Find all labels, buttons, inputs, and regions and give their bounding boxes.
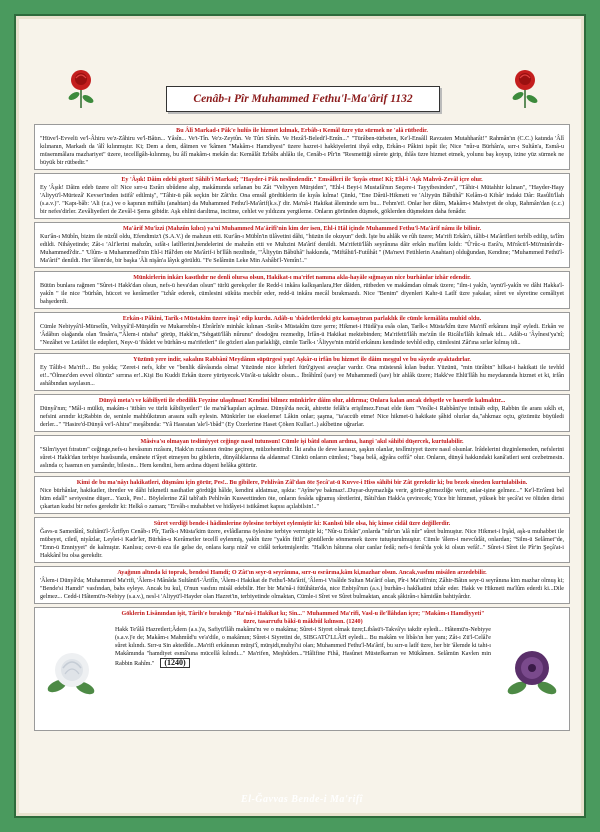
text-section (34, 476, 570, 514)
red-rose-icon (508, 68, 542, 108)
text-section (34, 353, 570, 391)
section-body: 'Âlem-i Dünyâ'da; Muhammed Ma'rifi, 'Âlem-i Mânâda Sultânü'l-'Ârifîn, 'Âlem-i Hakikat de Fethu'l-Ma'ârif, 'Âlem-i Visâlde Sultan Ma'ârif olan, Pîr-i Ma'rifi'nin; Zâhir-Bâtın seyr-ü seyrânına kim mazhar olmuş ki; "Bende'si Hamdi" vasfından, bahs eyleye. Ancak bu kul, O'nun vasfını misâl edebilir. Her bir Ma'nâ-i fütûhâtın'da, nice Enbiyâ'nın (a.s.) burhân-ı hakîkatini izhâr eder. Hakk ve Hikmeti ma'lûm ederdi ki...Dile gelmez... Cedd-i Hâtemü'n-Nebiyy (s.a.v.), nesl-i 'Aliyyü'l-Hayder olan Hazret'in, terbiyetinde olmaktan, Cümle-i Sîret ve Sûret bulmaktan, ancak şâkirân-ı hâmidân bahtiyârdır. (40, 578, 564, 600)
section-body: Nice bürhânlar, hakikatler, ibretler ve dâhi hikmetli nasihatler gördüğü hâlde, kendini aldatmaz, ışıkta: "Ayîne'ye bakmaz!..Duyar-duymazlığa verir, görür-görmezliğe verir, anlar-işine gelmez..." Ke'l-En'âmü bel hüm edall" seviyesine düşer... Yazık, Pes!.. Böylelerine Zâl tabî'ath Pehlivân Kuswettinden öte, onların fesâda uğramış sîretlerini, Bâtıl'dan Hakk'a çevirecek; Yüce bir himmet, yüksek bir şecâ'at ve ölüden dirisi çıkartan kudsi bir nefes gerekdir ki: Helkâ o zaman; "Ervâh-ı muhabbet ve hidâyet-i istikâmet kapısı açılabilsin!.." (40, 488, 564, 510)
section-body: Kur'ân-ı Mübîn, bizim ile nüzûl oldu, Efendimiz'i (S.A.V.) de mahzun etti. Kur'ân-ı Mübîn'in tilâvetini dâhi, "hüzün ile okuyun" dedi. İşte bu ahlâk ve rûh üzere; Ma'rifi Erkân'ı, tâlib-i Ma'ârifleri terbîb edilip, ta'lîm edildi. Nihâyetinde; Zât-ı 'Ali'lerini mahzûn, sıfât-ı latîflerini,bendelerini de mahzûn etti ve Muhzini Ma'ârif denildi. Ma'rifetü'llâh seyrânına dâir erkân ma'lûm kıldı: "Û'rûc-u Esrâ'u, Mi'râcü'l-Mü'minîn'dir-Muhammedî'dir.." 'Ulûm- u Muhammedî'nin Ehl-i Hâl'den ote Ma'ârif-i bi'llâh nezdinde, "'Âliyyün Bâbühâ" hakkında, "Miftâhü'l-Futûhât " (Ma'nevi Fetihlerin Anahtarı) olduğundan, Kendine; "Muhammed Fethü'l- Ma'ârif" denildi. Her 'âlem'de, bir başka 'Âli nişân'a lâyık görüldü. "Fe Selâmün Leke Min Ashâbi'l-Yemîn!.." (40, 234, 564, 264)
section-heading: Ey 'Âşık! Dâim edebi gözet! Sâhib'i Markad; "Hayder-i Pâk neslindendir." Emsâlleri ile 'kıyâs etme! Ki; Ehl-i 'Aşk Mahvû-Zevâl içre olur. (121, 177, 483, 183)
page-title: Cenâb-ı Pîr Muhammed Fethu'l-Ma'ârif 1132 (166, 86, 440, 112)
section-heading: Münkirlerin inkârı kasıtlıdır ne denli olursa olsun, Hakikat-ı ma'rifet namına akla-hayâle sığmayan nice burhânlar izhâr edendir. (133, 275, 471, 281)
document-frame (14, 14, 586, 818)
text-section (34, 124, 570, 170)
section-body: Dünyâ'nın; "Mâl-ı mülkü, makâm-ı 'itibârı ve türlü kâbiliyetleri" ile ma'nâ'kapıları açılmaz. Dünyâ'da necât, ahirette felâh'a erişilmez.Fırsat elde iken "Vesîle-i Rabbâni'ye intisâb edip, Rabbin ile aranı sıkîh et, nefsini arındır ki;Rabbin de, seninle mahbûkıtının arasını sulh eylesin. Münkirler ise ekseleme! Lâkin onlar; şaşma, "ta'accüb etme! Nice hikmet-ü hakikate şâhid olurlar da,"ahkmaz oçtu, gözümüz büyüledi derler..." "Hasire'd-Dünyâ ve'l-Ahira" meşâbında: "Yâ Hasratan 'ale'l-'ibâd" (Ey Üzerlerine Haset Çöken Kullar!..) akîbetine uğrarlar. (40, 406, 564, 428)
section-body: Ğavs-u Samedânî, Sultânü'l-'Ârifîyn Cenâb-ı Pîr, Tarîk-ı Müsta'kim üzere, evlâdlarına öylesine terbiye vermiştir ki; "Nûr-u Erkân",onlarda "nûr'un 'alâ nûr" sûret bulmuştur. Nice Hikmet-i İrşâd, aşk-u muhabbet ile mübeyet, ciletî, niyâzlar, Leylet-i Kadr'ler, Bürhân-u Kerâmetler tecellî eylenmiş, yakîn üzre "yakîn fitili" gönüllerde sönmemek üzere tutuşturulmuştur. Cümle 'âlem-i mevcûdât, onlardan; "Silm-ü Selâmet"de, "Emn-ü Emniyyet" de kalmıştır. Kanlısu; cevr-ü eza ile gelse de, onlara karşı nizâ' ve cidâl terketmişlerdir. "Halk'ın hâtırına olur canlar fedâ; nefs-i fenâ'da yok ki olsun vefâ!.." Sûret-i Sîret ile Pîr'in Şeçâ'at-i Hakkânî bu olsa gerekdir. (40, 529, 564, 559)
section-body: Cümle Nebiyyâ'il-Mürselîn, Veliyyâ'il-Mürşidîn ve Mukarrebîn-i Ebrârîn'e minhâc kılınan -Sırât-ı Müstakîm üzre şerre; Hikmet-i Hüdâ'ya esâs olan, Tarîk-ı Müsta'kîm üzre Ma'rifî erkânını inşâ' eyledi. Erkân ve 'Âdâbın olağanda olan 'İnsân'a,"'Âlem-i nüsha" görüp, Hakk'ın,"Sıbgatü'llâh nûrunu" dosdoğru rezmedip, İrfân-ü Hakikat mektebinden; Ma'rifetü'llâh me'zûn ile Ricâlu'llâh kılmak idi... Adâb-u 'Âyînesi'ya'nî; "Nezâhet ve Letâfet ile edepleri, Neşv-ü 'ibâdet ve bürhân-u ma'rifetleri" ile gözleri alan parlakliği, cümle Tarîk-ı 'Âliyye'nin mürîd erkânını kendinde tevhîd edip, cümlesini Zât'ına sırlar kılmış idi.. (40, 324, 564, 346)
section-heading: Ma'ârif Mu'îzzi (Mahzûn kılıcı) ya'ni Muhammed Ma'ârifî'nin kim der isen, Ehl-i Hâl içinde Muhammed Fethu'l-Ma'ârif nâmı ile bilinir. (122, 226, 481, 232)
section-body-text: Hakk Te'âlâ Hazretleri;Âdem (a.s.)'a, Safiyü'llâh makâmı'nı ve o makâma; Sûret-i Siyret olmak üzre;Libâsü't-Takvâ'yı takdir eyledi... Hâtemü'n-Nebiyye (s.a.v.)'e de; Makâm-ı Mahmûd'u ve'a'dile, o makâmın; Sûret-i Siyretini de, SIBGATÜ'LLÂH eyledi... Bu makâm ve libâs'ın her yanı; Zât-ı Zü'l-Celâl'e sûret kılındı. Sırr-u Sin aktedîde...Ma'rifi erkânının mürşi'î, mürşidi,muhyî'si olan; Muhammed Fethu'l-Ma'ârif, bu sırr-u latîf üzre, her bir 'âlemde ki taht-ı Makâmında "hamdiyet esmâ'sına mücellâ kılındı..." Ma'rifen, Meşhûden..."Hâlifine Fihâ, Hasûnet Müstefkarran ve Mükâmen. Selâmün Kavlen min Rabbin Rahîm." (115, 627, 491, 667)
section-heading: Sûret verdiği bende-i hâdimlerine öylesine terbiyet eylemiştir ki: Kanlısû bile olsa, hiç kimse cidâl üzre değillerdir. (153, 521, 451, 527)
year-badge: (1240) (160, 658, 189, 668)
signature: El-Ğavvas Bende-i Ma'rifî (241, 794, 363, 805)
section-body (115, 626, 491, 668)
text-section (34, 271, 570, 309)
section-heading: Dünyâ meta'ı ve kâbiliyeti ile ebedilik Feyzine ulaşılmaz! Kendini bilmez münkirler dâim olur, aldırma; Onlara kalan ancak dehşetle ve hasretle kalmaktır... (98, 398, 506, 404)
section-heading: Kimi de bu ma'nâyı hakikatleri, düşmânı için görür, Pes!.. Bu gibilere, Pehlivân Zâl'dan öte Şecâ'at-ü Kuvve-i Hiss sâhibi bir Zât gerekdir ki; bu bezek sineden kurtulabilsin. (76, 480, 528, 486)
red-rose-icon (64, 68, 98, 108)
section-body: Bütün bunlara rağmen "Sûret-i Hakk'dan olsun, nefs-ü heva'dan olsun" türlü gerekçeler ile Redd-i inkâra kalkışanlara,Her dâiden, rütbeden ve makâmdan olmak üzere; "ilm-i yakîn, 'aynü'l-yakîn ve dâhi Hakka'l-yakîn " ile nice "bürhân, hüccet ve kerâmetler "izhâr ederek, cümlesini sükûta mecbûr eder, redd-ü inkâra mecâl bırakmazdı. Nice "Benim" diyenleri Kahr-ü Latîf üzre yakalar, sûret ve sîyretine cemâliyet bahşederdi. (40, 283, 564, 305)
section-heading: Göklerin Lisânından işit, Târih'e bıraktığı "Ra'nâ-i Hakîkat kı; Sin..." Muhammed Ma'rifi, Vasl-u ile'llâhdan içre; "Makâm-ı Hamdiyyeti" üzre, tasarrufu bâkî-ü mâkbûl kılınsın. (1240) (121, 611, 485, 625)
text-section (34, 312, 570, 350)
text-section (34, 517, 570, 563)
section-body: "Hüve'l-Evvelü ve'l-Âhiru ve'z-Zâhiru ve'l-Bâtın... Yâsîn... Ve't-Tîn. Ve'z-Zeytûn. Ve Tûri Sînîn. Ve Hezâ'l-Beledi'l-Emîn..." "Türâben-türbeten, Ke'l-Ensâll Ravzaten Mutahharât!" Rahmân'ın (C.C.) katında 'Âlî kılınanın, Markadı da 'âlî kılınmıştır. Ki; Dem a dem, dâimen ve 'kâmen "Makâm-ı Hamdiyesi" üzere hazret-i hakkiyelerini ihyâ edip, Erkân-ı Pâkini ispât ile; Nice "nûr-u Bürhân'a, sırr-ı Sultân'a, Esmâ-u müsemmâlara mazhariyet" üzere, tecellîgâh-kılınmış, bu âlî makâm-ı mekân da: Kemâlât Erbâbı ahlâkı ile, Cenâb-ı Pîr'in "Resmettiği sûrete girip, ihlâs üzre hizmet etmek, yolunu baş koyup, izine yüz sürmek ne büyük bir rütbedir." (40, 136, 564, 166)
text-section (34, 394, 570, 432)
section-heading: Mâsiva'sı olmayan teslimiyyet ceğinge nasıl tutunsun! Cümle işi bâtıl olanın ardına, hangi 'akıl sâhibi düşercek, kurtulabilir. (140, 439, 464, 445)
section-heading: Bu Âlî Markad-ı Pâk'e hulûs ile hizmet kılmak, Erbâb-ı Kemâl üzre yüz sürmek ne 'alâ rütbedir. (176, 128, 428, 134)
content-area (34, 124, 570, 734)
section-body: "Silm'iyyet fıtratım" ceğinge,nefs-u hevâsının rızâsını, Hakk'ın rızâsının önüne geçiren, mülzehentirdir. İki araba ile deve karasız, şaşkın olanlar, teslîmiyyet üzere nasıl olsunlar. İrâdelerini dizginlemeden, nefslerini sûret-i Hakk'dan terbiye husûsunda, emânete ri'âyet etmeyen bu gibilerin, dünyâlıklarına da aldanma! Cünkü onların cümlesi; "başa belâ, ağyâra ceffâ" olur. Onların, dünyâ hakkındaki kanâ'atleri seni cezbetmesin. aslında o; hasmın en yamândır, bilesin... Hem kendini, hem ardına düşeni helâka götürür. (40, 447, 564, 469)
text-section (34, 566, 570, 604)
purple-flower-icon (503, 644, 561, 700)
text-section (34, 435, 570, 473)
section-heading: Erkân-ı Pâkini, Tarîk-ı Müstakîm üzere inşâ' edip kurdu. Adâb-u 'ıbâdetlerdeki göz kamaştıran parlaklık ile cümle kemâlâta muhîd oldu. (122, 316, 482, 322)
section-heading: Yüzünü yere indir, sakalını Rabbânî Meydânın süpürgesi yap! Aşkâr-u irfân bu hizmet ile dâim meşgul ve bu sâyede ayaktadırlar. (133, 357, 471, 363)
section-body: Ey Tâlib-i Ma'rif!... Bu yolda; "Zeret-i nefs, kibr ve "benlik dâvâsında olma! Yüzünde nice kibrleri fürû'giyesi avuçlar vardır. Ona müstesnâ kılan budur. Yüzünü, "min türâbin" hilkat-i hakikati ile tevhîd et!.."Ölmez'den evvel ölünüz" sırrına er!..Kişi Bu Kuddi Erkân üzere yürüyecek.Vüs'ât-u takâdir olsun... İbrâhîmî (sav) ve Muhammedî (sav) bir ahlâk üzere; Hakk've Ehlü'llâh hu meydanında hizmet et ki, irfân ashâbından sayılasın... (40, 365, 564, 387)
section-body: Ey 'Âşık! Dâim edeb üzere ol! Nice sırr-u Esrârı ubûdene alıp, makâmında sırlanan bu Zât "Veliyyen Mürşiden", "Ehl-i Beyt-i Mustafâ'nın Seçere-i Tayyibesinden", "Tâhir-i Mütahhir kılınan", "Hayder-Haşy 'Aliyyü'l-Mürtezâ' Kevser'inden istifâ' edilmiş", "Tâhir-ü pâk seçkin bir Zât'dır. Ona emsâl gördüklerin ile kıyâs kılma! Çünki, "Ene Dârül-Hikmeti ve 'Aliyyün Bâbühâ" Kelâm-ü Kibâr' indaki Dâr: Rasûlü'llah (s.a.v.)". "Kapı-bâb: 'Ali (r.a.) ve o kapının miftâhı (anahtarı) da Muhammed Fethu'l-Ma'ârif(k.s.)' dir. Ma'nâ-i Hakikat âleminde sırrı bu... Fehm'et!. Onlar her dâim, Makâm-ı Mahviyet de olup, Rahmân'dan (c.c.) bir nefes'dirler. Zevâliyetleri de Zevâl-i Şems gibidir. Aşk ehlini darıltma, incitme, cehlet ve yıldızını yergileme. Onların göründen düşmek, göklerden düşmekten daha fenâdır. (40, 185, 564, 215)
text-section (34, 222, 570, 268)
section-heading: Ayağının altında ki toprak, bendesi Hamdi; O Zât'ın seyr-ü seyrânına, sırr-u esrârına,kâm ki,mazhar olsun. Ancak,vasfını misâlen arzedebilir. (117, 570, 487, 576)
text-section-final (34, 607, 570, 731)
text-section (34, 173, 570, 219)
white-rose-icon (43, 644, 101, 700)
